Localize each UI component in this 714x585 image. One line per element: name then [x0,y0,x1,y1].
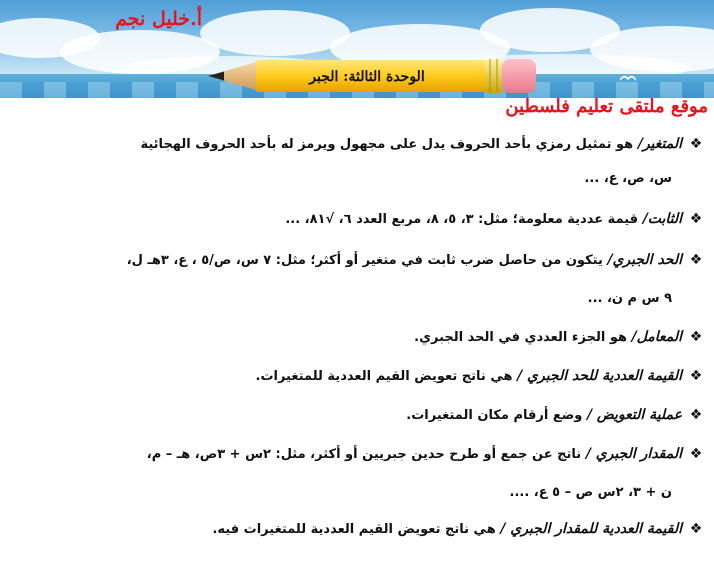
site-name: موقع ملتقى تعليم فلسطين [505,96,708,117]
list-item [42,209,703,230]
list-item-continuation: ٩ س م ن، ... [587,291,672,306]
term: الثابت/ [642,211,682,227]
list-item [42,444,703,465]
term: المعامل/ [631,329,682,345]
diamond-bullet-icon: ❖ [689,211,703,227]
diamond-bullet-icon: ❖ [689,329,703,345]
definition: يتكون من حاصل ضرب ثابت في متغير أو أكثر؛ مثل: ٧ س، ص/٥ ، ع، ٣هـ ل، [126,253,608,268]
list-item-continuation: س، ص، ع، ... [584,171,672,186]
bird-icon [620,74,636,82]
list-item [42,519,703,540]
list-item [42,405,703,426]
list-item [42,250,703,271]
diamond-bullet-icon: ❖ [689,446,703,462]
definition: هي ناتج تعويض القيم العددية للمتغيرات فيه. [212,522,501,537]
definition: ناتج عن جمع أو طرح حدين جبريين أو أكثر، مثل: ٢س + ٣ص، هـ – م، [146,447,586,462]
definitions-list [42,126,703,540]
term: المتغير/ [637,136,682,152]
definition: هي ناتج تعويض القيم العددية للمتغيرات. [255,369,518,384]
unit-title: الوحدة الثالثة: الجبر [309,69,425,85]
diamond-bullet-icon: ❖ [689,368,703,384]
term: القيمة العددية للحد الجبري / [517,368,682,384]
diamond-bullet-icon: ❖ [689,407,703,423]
author-name: أ.خليل نجم [115,8,202,30]
term: المقدار الجبري / [585,446,682,462]
diamond-bullet-icon: ❖ [689,521,703,537]
term: عملية التعويض / [586,407,682,423]
header-banner [0,0,714,98]
definition: هو تمثيل رمزي بأحد الحروف يدل على مجهول ويرمز له بأحد الحروف الهجائية [140,137,638,152]
diamond-bullet-icon: ❖ [689,252,703,268]
definition: قيمة عددية معلومة؛ مثل: ٣، ٥، ٨، مربع العدد ٦، √٨١، ... [285,212,643,227]
definition: وضع أرقام مكان المتغيرات. [406,408,587,423]
diamond-bullet-icon: ❖ [689,136,703,152]
list-item [42,134,703,155]
list-item [42,327,703,348]
list-item [42,366,703,387]
term: الحد الجبري/ [607,252,682,268]
definition: هو الجزء العددي في الحد الجبري. [414,330,632,345]
term: القيمة العددية للمقدار الجبري / [500,521,682,537]
list-item-continuation: ن + ٣، ٢س ص – ٥ ع، .... [509,485,672,500]
